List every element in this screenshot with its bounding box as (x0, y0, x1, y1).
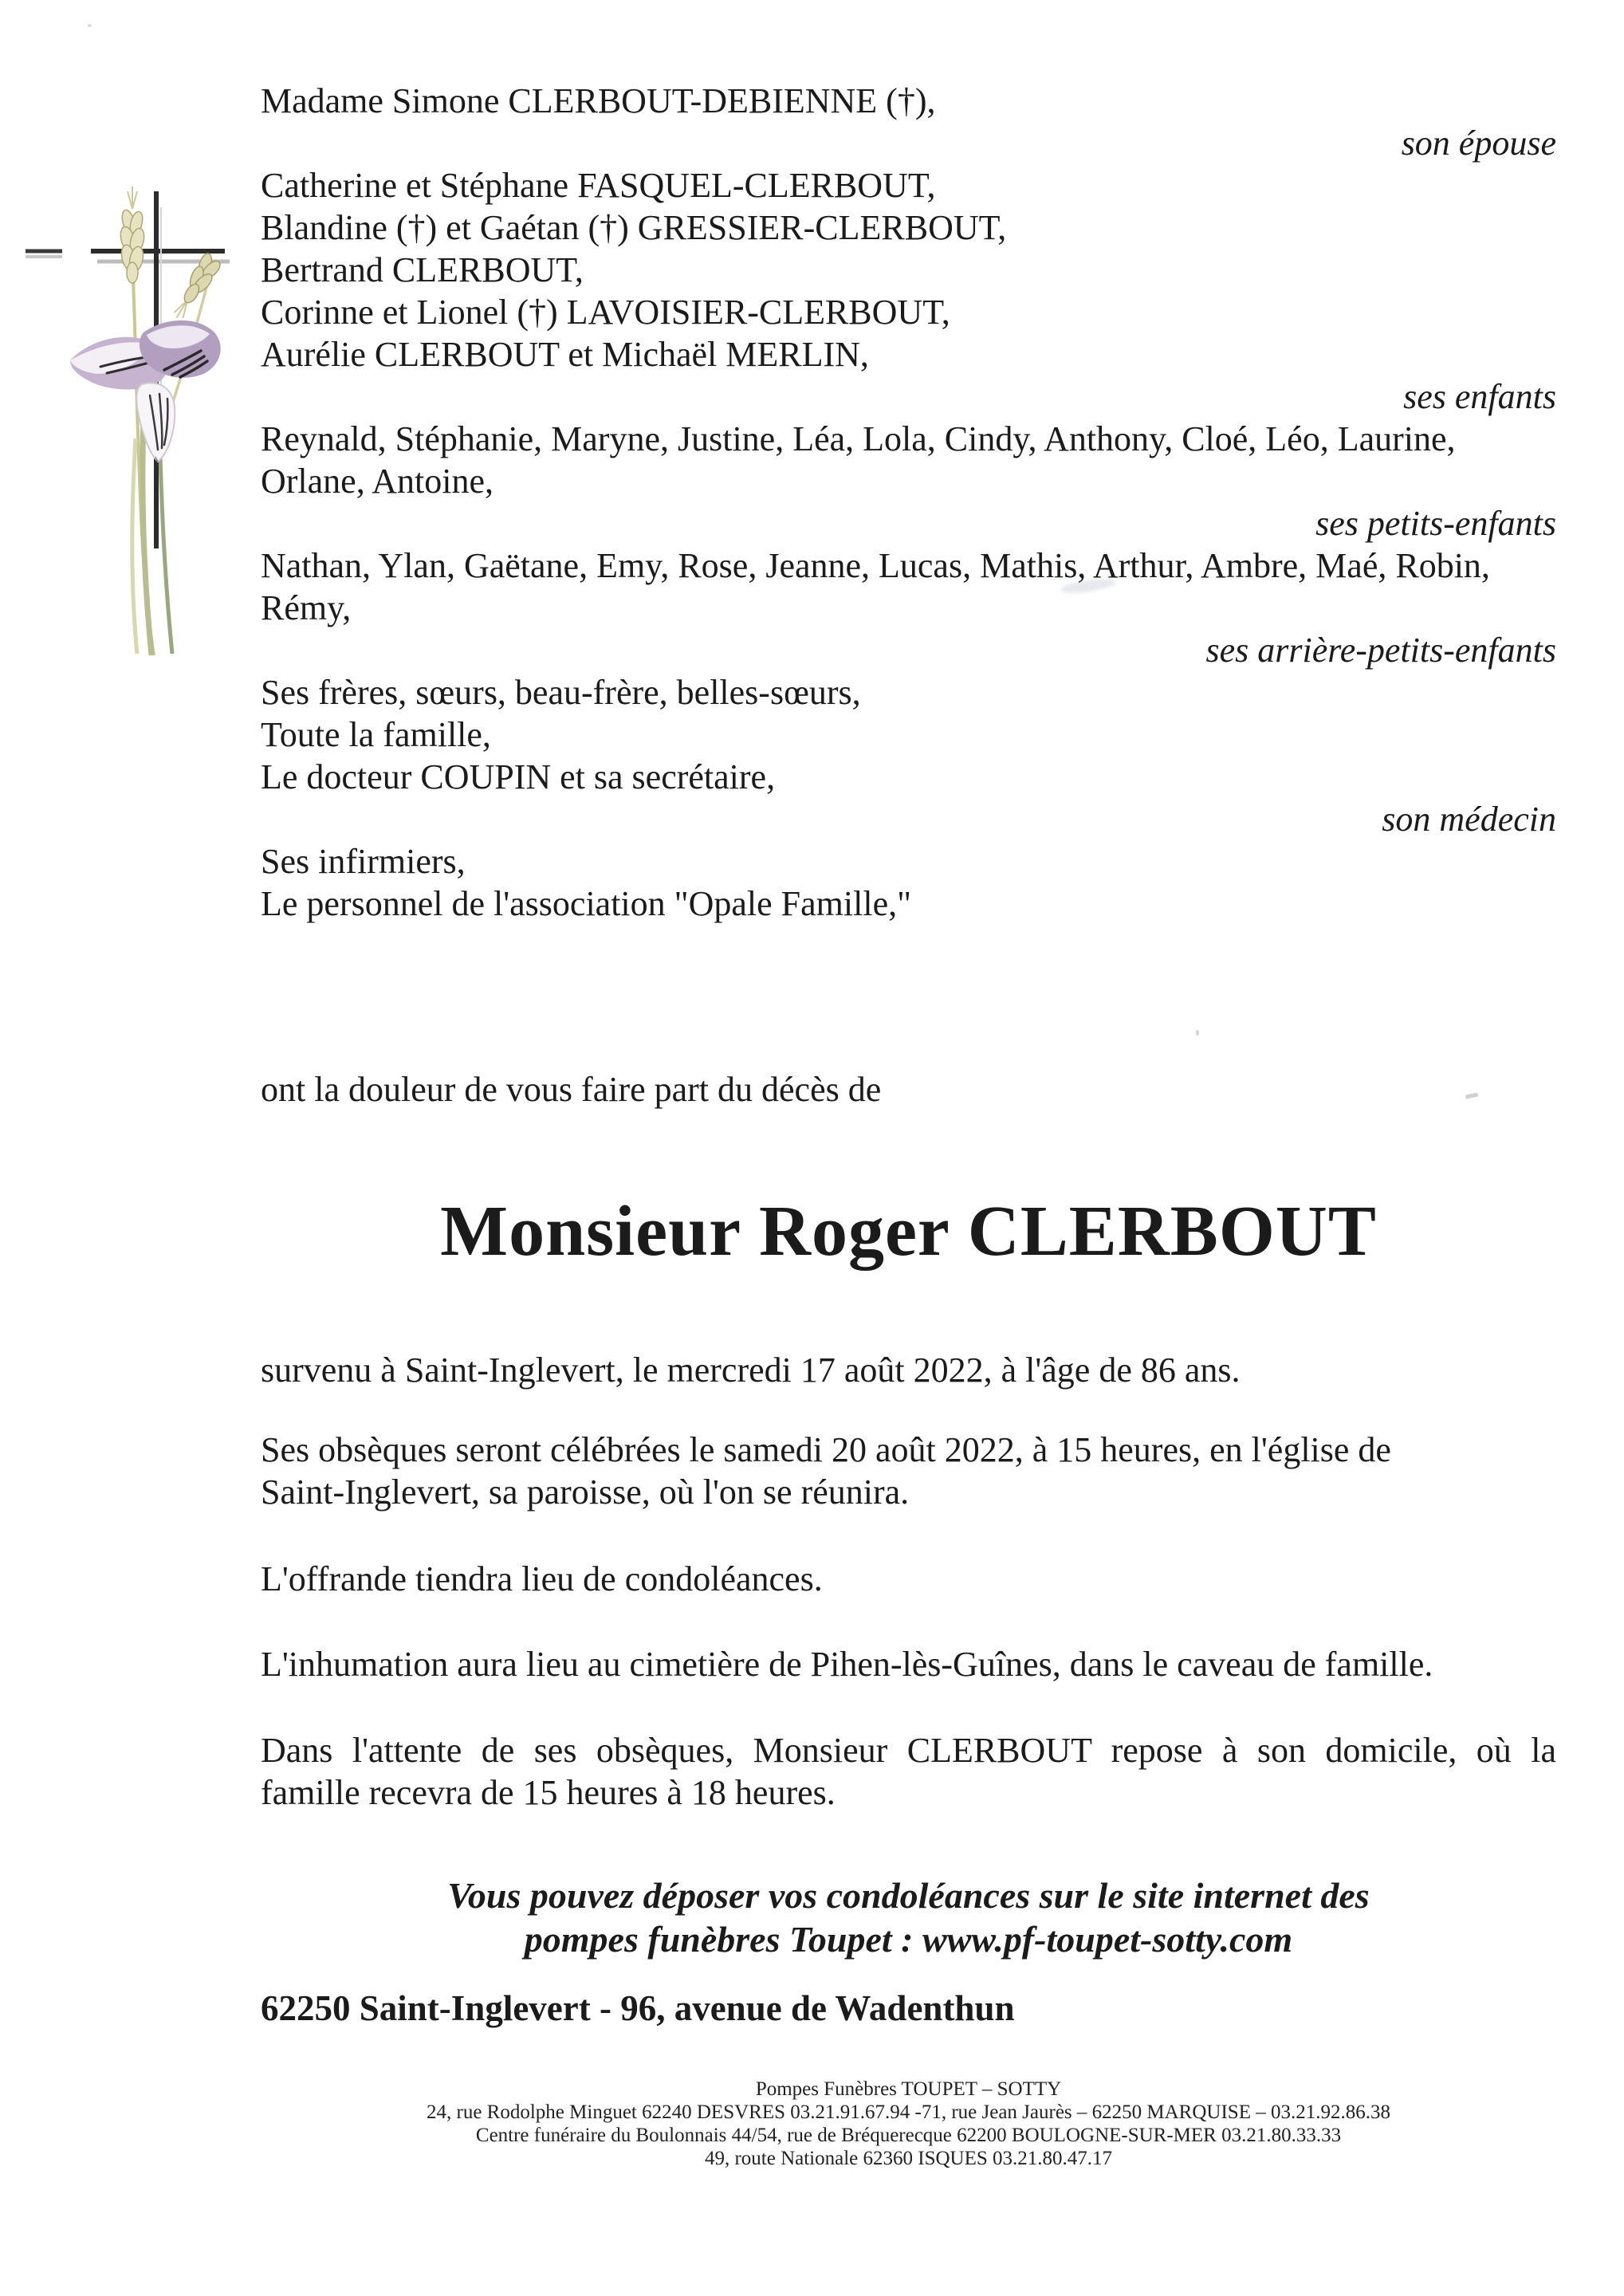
family-member-line: Le personnel de l'association "Opale Famille," (261, 884, 912, 923)
family-member-line: Rémy, (261, 588, 352, 627)
family-member-line: Blandine (†) et Gaétan (†) GRESSIER-CLERBOUT, (261, 208, 1007, 247)
wheat-ear-left (118, 187, 146, 283)
death-date-line: survenu à Saint-Inglevert, le mercredi 17 août 2022, à l'âge de 86 ans. (261, 1350, 1241, 1390)
family-member-line: Toute la famille, (261, 715, 491, 754)
scan-mark (1196, 1030, 1199, 1036)
family-member-line: Catherine et Stéphane FASQUEL-CLERBOUT, (261, 166, 936, 205)
family-member-line: Madame Simone CLERBOUT-DEBIENNE (†), (261, 81, 936, 120)
intro-line: ont la douleur de vous faire part du décès de (261, 1070, 882, 1109)
relation-label: ses arrière-petits-enfants (1205, 631, 1556, 670)
family-member-line: Aurélie CLERBOUT et Michaël MERLIN, (261, 335, 869, 374)
burial-line: L'inhumation aura lieu au cimetière de Pihen-lès-Guînes, dans le caveau de famille. (261, 1645, 1433, 1684)
funeral-home-address: 24, rue Rodolphe Minguet 62240 DESVRES 03.21.91.67.94 -71, rue Jean Jaurès – 62250 MARQUISE – 03.21.92.86.38 (427, 2101, 1390, 2123)
relation-label: ses enfants (1403, 377, 1556, 416)
funeral-home-address: Centre funéraire du Boulonnais 44/54, rue de Bréquerecque 62200 BOULOGNE-SUR-MER 03.21.80.33.33 (475, 2125, 1342, 2146)
deceased-name: Monsieur Roger CLERBOUT (440, 1192, 1377, 1271)
family-member-line: Ses frères, sœurs, beau-frère, belles-sœurs, (261, 673, 861, 712)
family-member-line: Nathan, Ylan, Gaëtane, Emy, Rose, Jeanne, Lucas, Mathis, Arthur, Ambre, Maé, Robin, (261, 546, 1490, 585)
family-member-line: Le docteur COUPIN et sa secrétaire, (261, 757, 776, 796)
funeral-home-name: Pompes Funèbres TOUPET – SOTTY (755, 2078, 1062, 2100)
relation-label: ses petits-enfants (1315, 504, 1556, 543)
family-member-line: Bertrand CLERBOUT, (261, 250, 584, 289)
relation-label: son épouse (1401, 124, 1556, 163)
relation-label: son médecin (1382, 800, 1556, 839)
funeral-home-footer (261, 2078, 1556, 2170)
offering-line: L'offrande tiendra lieu de condoléances. (261, 1559, 823, 1598)
condolences-line-1: Vous pouvez déposer vos condoléances sur le site internet des (447, 1875, 1370, 1916)
condolences-website-line: pompes funèbres Toupet : www.pf-toupet-sotty.com (524, 1919, 1293, 1960)
family-member-line: Ses infirmiers, (261, 842, 466, 881)
vigil-line-1: Dans l'attente de ses obsèques, Monsieur CLERBOUT repose à son domicile, où la (261, 1731, 1556, 1770)
scan-mark (88, 24, 92, 27)
deceased-address-line: 62250 Saint-Inglevert - 96, avenue de Wadenthun (261, 1988, 1015, 2028)
family-list (261, 80, 1556, 925)
funeral-line-2: Saint-Inglevert, sa paroisse, où l'on se réunira. (261, 1472, 910, 1512)
vigil-line-2: famille recevra de 15 heures à 18 heures. (261, 1773, 836, 1812)
funeral-line-1: Ses obsèques seront célébrées le samedi 20 août 2022, à 15 heures, en l'église de (261, 1430, 1391, 1469)
family-member-line: Reynald, Stéphanie, Maryne, Justine, Léa, Lola, Cindy, Anthony, Cloé, Léo, Laurine, (261, 419, 1456, 458)
cross-lilies-wheat-graphic (24, 175, 247, 670)
condolences-notice (261, 1873, 1556, 1961)
funeral-home-address: 49, route Nationale 62360 ISQUES 03.21.80.47.17 (704, 2148, 1113, 2169)
family-member-line: Orlane, Antoine, (261, 462, 494, 501)
family-member-line: Corinne et Lionel (†) LAVOISIER-CLERBOUT, (261, 293, 950, 332)
